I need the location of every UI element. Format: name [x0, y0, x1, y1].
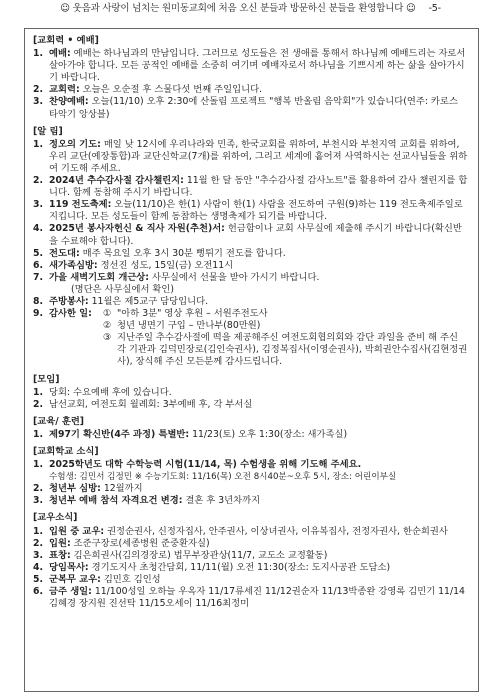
list-item: 2. 청년부 심방: 12월까지 [33, 483, 143, 495]
item-text: 김민호 김인성 [100, 573, 161, 585]
list-item: 1. 입원 중 교우: 권정순권사, 신정자집사, 안주권사, 이상녀권사, 이유복집사, 전정자권사, 한순희권사 [33, 525, 448, 537]
item-text: 오늘(11/10) 오후 2:30에 산돌림 프로젝트 "행복 반올림 음악회"가 있습니다(연주: 카로스 타악기 앙상블) [49, 96, 458, 120]
list-item: 3. 표창: 김은희권사(김의경장로) 법무부장관상(11/7, 교도소 교정활동) [33, 549, 328, 561]
item-heading: 가을 새벽기도회 개근상: [49, 271, 149, 283]
list-item: 8. 주방봉사: 11월은 제5교구 담당입니다. [33, 295, 209, 307]
item-heading: 찬양예배: [49, 96, 89, 108]
item-text: 헌금함이나 교회 사무실에 제출해 주시기 바랍니다(확신반을 수료해야 합니다). [49, 223, 462, 247]
list-item-note: 수험생: 김민서 김정민 ※ 수능기도회: 11/16(목) 오전 8시40분~오후 5시, 장소: 어린이부실 [49, 472, 397, 483]
item-heading: 2025학년도 대학 수학능력 시험(11/14, 목) 수험생을 위해 기도해 주세요. [49, 459, 362, 471]
page-header [0, 3, 501, 17]
item-heading: 예배: [49, 48, 71, 60]
section-notices [33, 126, 468, 369]
item-text: 오늘은 오순절 후 스물다섯 번째 주일입니다. [79, 84, 263, 96]
welcome-banner: ☺ 웃음과 사랑이 넘치는 원미동교회에 처음 오신 분들과 방문하신 분들을 환영합니다 ☺ [60, 3, 416, 14]
item-heading: 제97기 확신반(4주 과정) 특별반: [49, 428, 190, 440]
item-text: 결혼 후 3년차까지 [182, 495, 261, 507]
list-item: 5. 군복무 교우: 김민호 김인성 [33, 573, 161, 585]
item-heading: 청년부 예배 참석 자격요건 변경: [49, 495, 183, 507]
list-subitem [33, 320, 468, 332]
list-item: 6. 금주 생일: 11/100성일 오하늘 우옥자 11/17류세진 11/12권순자 11/13박종완 강영록 김민기 11/14김혜경 장지원 진선탁 11/15오세이 11/16최정미 [33, 586, 465, 610]
circled-number: ① [103, 308, 112, 320]
item-text: 12월까지 [100, 483, 143, 495]
bulletin-page [24, 28, 479, 692]
item-text: 11/23(토) 오후 1:30(장소: 새가족실) [189, 428, 348, 440]
list-item: 3. 119 전도축제: 오늘(11/10)은 한(1) 사람이 한(1) 사람을 전도하여 구원(9)하는 119 전도축제주일로 지킵니다. 모든 성도들이 함께 동참하는 생명축제가 되기를 바랍니다. [33, 199, 463, 223]
item-text: 지난주일 추수감사절에 떡을 제공해주신 여전도회협의회와 감단 과일을 준비 해 주신 각 기관과 김덕민장로(김인숙권사), 김정복집사(이영순권사), 박희권안수집사(김현정권사), 장식해 주신 모든분께 감사드립니다. [117, 332, 468, 368]
item-heading: 2024년 추수감사절 감사챌린지: [49, 175, 184, 187]
item-text: "아하 3분" 영상 후원 – 서원주전도사 [117, 308, 268, 320]
list-item: 2. 입원: 조준구장로(세종병원 준중환자실) [33, 537, 210, 549]
section-worship [33, 35, 468, 121]
list-item: 2. 남선교회, 여전도회 월례회: 3부예배 후, 각 부서실 [33, 399, 468, 411]
section-meetings [33, 374, 468, 411]
section-title-worship: [교회력 • 예배] [33, 35, 99, 46]
list-item: 1. 예배: 예배는 하나님과의 만남입니다. 그러므로 성도들은 전 생애를 통해서 하나님께 예배드리는 자로서 살아가야 합니다. 모든 공적인 예배를 소중히 여기며 예배자로서 하나님을 기쁘시게 하는 삶을 살아가시기 바랍니다. [33, 48, 466, 84]
list-item: 5. 전도대: 매주 목요일 오후 3시 30분 뻥튀기 전도를 합니다. [33, 247, 286, 259]
item-heading: 교회력: [49, 84, 80, 96]
list-item: 3. 청년부 예배 참석 자격요건 변경: 결혼 후 3년차까지 [33, 495, 261, 507]
item-heading: 군복무 교우: [49, 573, 101, 585]
item-heading: 입원: [49, 537, 71, 549]
item-heading: 정오의 기도: [49, 138, 101, 150]
item-text: 남선교회, 여전도회 월례회: 3부예배 후, 각 부서실 [49, 398, 253, 410]
section-title-members: [교우소식] [33, 512, 78, 524]
item-text: 매주 목요일 오후 3시 30분 뻥튀기 전도를 합니다. [79, 247, 286, 259]
item-heading: 금주 생일: [49, 586, 92, 598]
item-heading: 감사한 일: [49, 308, 92, 320]
item-text: 정선진 성도, 15일(금) 오전11시 [97, 259, 234, 271]
item-heading: 당임목사: [49, 561, 89, 573]
item-text: 권정순권사, 신정자집사, 안주권사, 이상녀권사, 이유복집사, 전정자권사, 한순희권사 [104, 525, 448, 537]
item-text: 당회: 수요예배 후에 있습니다. [49, 386, 172, 398]
section-title-education: [교육/ 훈련] [33, 415, 85, 427]
list-item: 2. 교회력: 오늘은 오순절 후 스물다섯 번째 주일입니다. [33, 84, 263, 96]
item-text: 오늘(11/10)은 한(1) 사람이 한(1) 사람을 전도하여 구원(9)하는 119 전도축제주일로 지킵니다. 모든 성도들이 함께 동참하는 생명축제가 되기를 바랍니다. [49, 199, 463, 223]
list-item: 9. 감사한 일: ① "아하 3분" 영상 후원 – 서원주전도사 [33, 308, 468, 320]
item-heading: 청년부 심방: [49, 483, 101, 495]
list-item: 1. 2025학년도 대학 수학능력 시험(11/14, 목) 수험생을 위해 기도해 주세요. [33, 459, 468, 471]
section-title-meetings: [모임] [33, 373, 60, 385]
item-text: 청년 냉면기 구입 – 만나부(80만원) [117, 320, 261, 332]
page-number: -5- [428, 3, 441, 14]
list-item-note: (명단은 사무실에서 확인) [71, 283, 174, 295]
list-item: 7. 가을 새벽기도회 개근상: 사무실에서 선물을 받아 가시기 바랍니다. [33, 271, 320, 283]
section-education [33, 416, 468, 441]
item-heading: 주방봉사: [49, 295, 89, 307]
list-item: 4. 2025년 봉사자헌신 & 직사 자원(추천)서: 헌금함이나 교회 사무실에 제출해 주시기 바랍니다(확신반을 수료해야 합니다). [33, 223, 462, 247]
list-item: 1. 당회: 수요예배 후에 있습니다. [33, 387, 468, 399]
item-text: 조준구장로(세종병원 준중환자실) [70, 537, 210, 549]
item-heading: 표창: [49, 549, 71, 561]
list-item: 4. 당임목사: 경기도지사 초청간담회, 11/11(월) 오전 11:30(장소: 도지사공관 도담소) [33, 561, 391, 573]
section-title-church-school: [교회학교 소식] [33, 446, 99, 457]
list-subitem [33, 332, 468, 368]
list-item: 2. 2024년 추수감사절 감사챌린지: 11월 한 달 동안 "추수감사절 감사노트"를 활용하여 감사 챌린지를 합니다. 함께 동참해 주시기 바랍니다. [33, 175, 468, 199]
item-text: 예배는 하나님과의 만남입니다. 그러므로 성도들은 전 생애를 통해서 하나님께 예배드리는 자로서 살아가야 합니다. 모든 공적인 예배를 소중히 여기며 예배자로서 하나님을 기쁘시게 하는 삶을 살아가시기 바랍니다. [49, 48, 466, 84]
item-text: 경기도지사 초청간담회, 11/11(월) 오전 11:30(장소: 도지사공관 도담소) [88, 561, 391, 573]
section-members [33, 512, 468, 610]
item-text: 11/100성일 오하늘 우옥자 11/17류세진 11/12권순자 11/13박종완 강영록 김민기 11/14김혜경 장지원 진선탁 11/15오세이 11/16최정미 [49, 586, 465, 610]
list-item: 1. 정오의 기도: 매일 낮 12시에 우리나라와 민족, 한국교회를 위하여, 부천시와 부천지역 교회를 위하여, 우리 교단(예장통합)과 교단신학교(7개)를 위하여, 그리고 세계에 흩어져 사역하시는 선교사님들을 위하여 기도해 주세요. [33, 138, 468, 174]
list-item: 3. 찬양예배: 오늘(11/10) 오후 2:30에 산돌림 프로젝트 "행복 반올림 음악회"가 있습니다(연주: 카로스 타악기 앙상블) [33, 96, 458, 120]
item-text: 11월 한 달 동안 "추수감사절 감사노트"를 활용하여 감사 챌린지를 합니다. 함께 동참해 주시기 바랍니다. [49, 175, 468, 199]
list-item: 6. 새가족심방: 정선진 성도, 15일(금) 오전11시 [33, 259, 234, 271]
item-text: 김은희권사(김의경장로) 법무부장관상(11/7, 교도소 교정활동) [70, 549, 328, 561]
section-title-notices: [알 림] [33, 125, 63, 137]
item-heading: 입원 중 교우: [49, 525, 105, 537]
list-item: 1. 제97기 확신반(4주 과정) 특별반: 11/23(토) 오후 1:30(장소: 새가족실) [33, 428, 348, 440]
section-church-school [33, 446, 468, 507]
item-heading: 2025년 봉사자헌신 & 직사 자원(추천)서: [49, 223, 225, 235]
circled-number: ③ [103, 332, 112, 344]
item-heading: 전도대: [49, 247, 80, 259]
circled-number: ② [103, 320, 112, 332]
item-text: 매일 낮 12시에 우리나라와 민족, 한국교회를 위하여, 부천시와 부천지역 교회를 위하여, 우리 교단(예장통합)과 교단신학교(7개)를 위하여, 그리고 세계에 흩어져 사역하시는 선교사님들을 위하여 기도해 주세요. [49, 138, 468, 174]
item-text: 11월은 제5교구 담당입니다. [88, 295, 209, 307]
item-heading: 119 전도축제: [49, 199, 112, 211]
item-text: 사무실에서 선물을 받아 가시기 바랍니다. [149, 271, 320, 283]
item-heading: 새가족심방: [49, 259, 98, 271]
